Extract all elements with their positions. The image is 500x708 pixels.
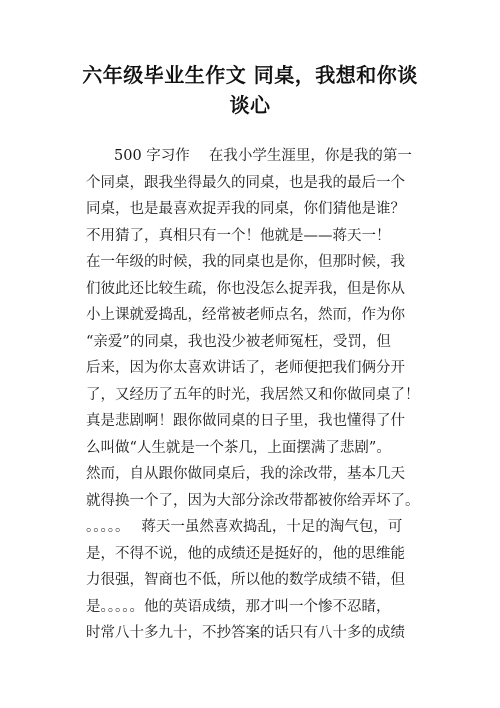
text-line: 然而，自从跟你做同桌后，我的涂改带，基本几天 (86, 466, 405, 482)
text-line: 在一年级的时候，我的同桌也是你，但那时候，我 (86, 254, 405, 270)
text-line: 力很强，智商也不低，所以他的数学成绩不错，但 (86, 572, 405, 588)
text-line: 们彼此还比较生疏，你也没怎么捉弄我，但是你从 (86, 280, 405, 297)
text-line: 是，不得不说，他的成绩还是挺好的，他的思维能 (86, 545, 405, 562)
text-line: 500 字习作 在我小学生涯里，你是我的第一 (114, 148, 412, 164)
text-line: 真是悲剧啊！跟你做同桌的日子里，我也懂得了什 (86, 413, 405, 429)
document-title (70, 60, 430, 120)
text-line: 就得换一个了，因为大部分涂改带都被你给弄坏了。 (86, 492, 420, 509)
text-line: 同桌，也是最喜欢捉弄我的同桌，你们猜他是谁？ (86, 201, 405, 217)
text-line: “亲爱”的同桌，我也没少被老师冤枉，受罚，但 (86, 333, 391, 350)
title-line-2: 谈心 (229, 93, 271, 117)
text-line: 。。。。。 蒋天一虽然喜欢捣乱，十足的淘气包，可 (86, 519, 403, 535)
text-line: 么叫做“人生就是一个茶几，上面摆满了悲剧”。 (86, 439, 391, 456)
essay-body (86, 143, 422, 647)
text-line: 小上课就爱捣乱，经常被老师点名，然而，作为你 (86, 307, 405, 323)
text-line: 后来，因为你太喜欢讲话了，老师便把我们俩分开 (86, 360, 405, 376)
text-line: 了，又经历了五年的时光，我居然又和你做同桌了！ (86, 386, 420, 403)
text-line: 不用猜了，真相只有一个！他就是——蒋天一！ (86, 227, 391, 244)
text-line: 个同桌，跟我坐得最久的同桌，也是我的最后一个 (86, 174, 405, 191)
text-line: 时常八十多九十，不抄答案的话只有八十多的成绩 (86, 625, 405, 641)
title-line-1: 六年级毕业生作文 同桌，我想和你谈 (82, 63, 418, 87)
text-line: 是。。。。。他的英语成绩，那才叫一个惨不忍睹， (86, 598, 391, 615)
